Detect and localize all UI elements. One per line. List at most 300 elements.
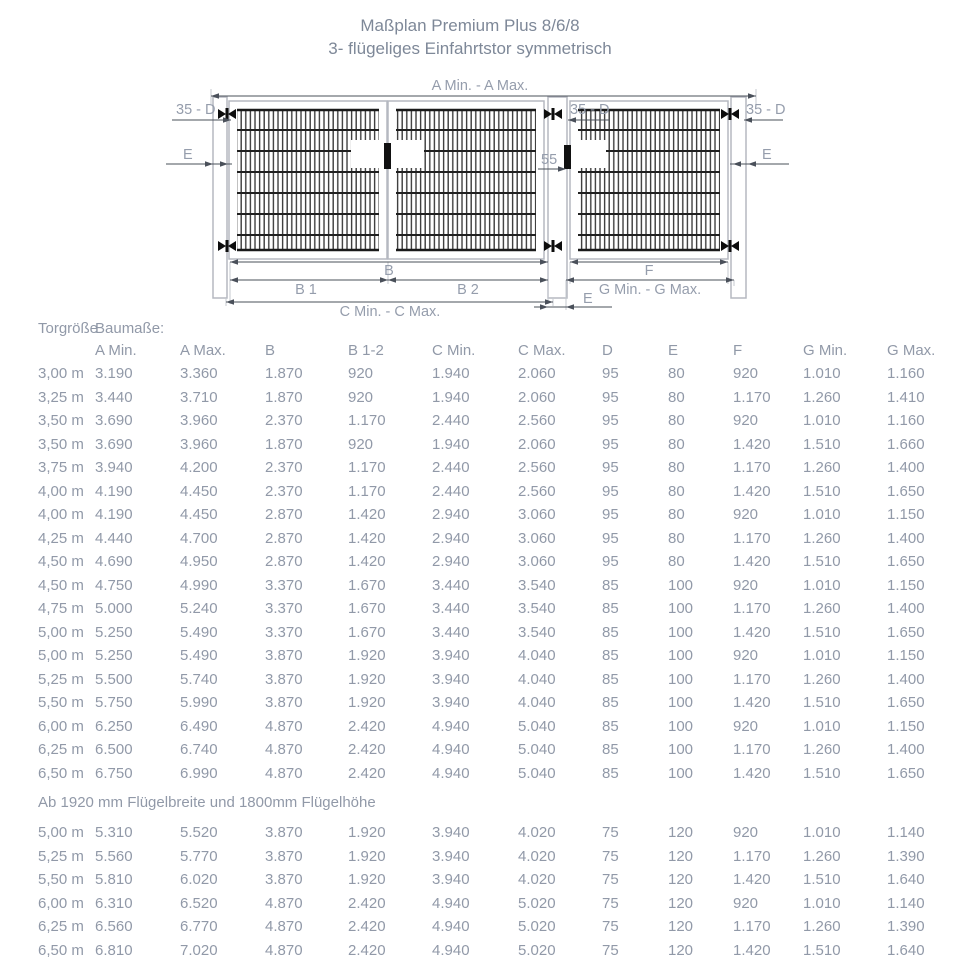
value-cell: 1.510: [803, 623, 841, 641]
value-cell: 1.650: [887, 623, 925, 641]
value-cell: 1.920: [348, 694, 386, 712]
dim-label-g: G Min. - G Max.: [598, 282, 702, 298]
value-cell: 3.870: [265, 871, 303, 889]
value-cell: 2.420: [348, 918, 386, 936]
table-note: Ab 1920 mm Flügelbreite und 1800mm Flügelhöhe: [38, 794, 376, 811]
value-cell: 1.420: [733, 553, 771, 571]
dim-label-d-right: 35 - D: [746, 102, 786, 118]
value-cell: 75: [602, 824, 619, 842]
value-cell: 80: [668, 553, 685, 571]
dim-label-b2: B 2: [457, 282, 479, 298]
dim-label-55: 55: [541, 152, 558, 168]
value-cell: 100: [668, 670, 694, 688]
value-cell: 1.420: [348, 529, 386, 547]
value-cell: 1.510: [803, 553, 841, 571]
value-cell: 920: [348, 388, 374, 406]
table-body-standard: [0, 362, 960, 785]
value-cell: 85: [602, 647, 619, 665]
value-cell: 3.870: [265, 670, 303, 688]
value-cell: 4.940: [432, 918, 470, 936]
value-cell: 1.420: [348, 506, 386, 524]
value-cell: 4.020: [518, 824, 556, 842]
value-cell: 1.420: [733, 871, 771, 889]
value-cell: 3.870: [265, 824, 303, 842]
value-cell: 1.510: [803, 435, 841, 453]
dim-label-d-mid: 35 - D: [570, 102, 610, 118]
value-cell: 1.920: [348, 647, 386, 665]
value-cell: 95: [602, 506, 619, 524]
value-cell: 5.250: [95, 647, 133, 665]
gate-size-cell: 3,00 m: [38, 365, 84, 383]
value-cell: 920: [348, 435, 374, 453]
value-cell: 95: [602, 365, 619, 383]
value-cell: 1.400: [887, 459, 925, 477]
value-cell: 2.420: [348, 894, 386, 912]
value-cell: 1.670: [348, 623, 386, 641]
value-cell: 4.870: [265, 717, 303, 735]
value-cell: 5.490: [180, 623, 218, 641]
gate-size-cell: 6,25 m: [38, 741, 84, 759]
dim-label-c: C Min. - C Max.: [339, 304, 441, 320]
gate-infill-grid: [237, 109, 720, 251]
gate-size-cell: 4,00 m: [38, 482, 84, 500]
value-cell: 95: [602, 435, 619, 453]
value-cell: 2.440: [432, 412, 470, 430]
value-cell: 5.000: [95, 600, 133, 618]
gate-size-cell: 6,00 m: [38, 717, 84, 735]
value-cell: 1.170: [733, 670, 771, 688]
value-cell: 1.420: [733, 482, 771, 500]
value-cell: 2.420: [348, 941, 386, 959]
value-cell: 85: [602, 600, 619, 618]
value-cell: 75: [602, 918, 619, 936]
value-cell: 3.940: [95, 459, 133, 477]
dim-label-e-left: E: [183, 147, 193, 163]
value-cell: 3.190: [95, 365, 133, 383]
value-cell: 1.510: [803, 871, 841, 889]
value-cell: 1.870: [265, 365, 303, 383]
value-cell: 100: [668, 600, 694, 618]
value-cell: 5.520: [180, 824, 218, 842]
value-cell: 1.010: [803, 717, 841, 735]
value-cell: 4.690: [95, 553, 133, 571]
value-cell: 80: [668, 482, 685, 500]
value-cell: 1.260: [803, 600, 841, 618]
value-cell: 4.040: [518, 670, 556, 688]
value-cell: 80: [668, 435, 685, 453]
value-cell: 6.560: [95, 918, 133, 936]
value-cell: 1.260: [803, 529, 841, 547]
value-cell: 1.920: [348, 871, 386, 889]
value-cell: 85: [602, 717, 619, 735]
column-header: C Max.: [518, 342, 566, 359]
value-cell: 4.940: [432, 894, 470, 912]
value-cell: 1.010: [803, 647, 841, 665]
value-cell: 3.440: [432, 576, 470, 594]
dim-label-b1: B 1: [295, 282, 317, 298]
value-cell: 4.870: [265, 764, 303, 782]
value-cell: 920: [348, 365, 374, 383]
gate-size-cell: 6,25 m: [38, 918, 84, 936]
gate-size-cell: 4,25 m: [38, 529, 84, 547]
value-cell: 4.940: [432, 717, 470, 735]
value-cell: 920: [733, 506, 759, 524]
value-cell: 2.440: [432, 459, 470, 477]
value-cell: 1.150: [887, 576, 925, 594]
gate-size-cell: 3,75 m: [38, 459, 84, 477]
value-cell: 2.870: [265, 529, 303, 547]
value-cell: 4.190: [95, 482, 133, 500]
value-cell: 920: [733, 365, 759, 383]
value-cell: 1.400: [887, 600, 925, 618]
column-header-spacer: [38, 340, 95, 362]
dim-label-e-bottom: E: [583, 291, 593, 307]
value-cell: 1.640: [887, 941, 925, 959]
value-cell: 5.810: [95, 871, 133, 889]
value-cell: 75: [602, 847, 619, 865]
value-cell: 1.010: [803, 576, 841, 594]
value-cell: 1.670: [348, 576, 386, 594]
value-cell: 80: [668, 459, 685, 477]
value-cell: 5.040: [518, 741, 556, 759]
value-cell: 80: [668, 506, 685, 524]
value-cell: 4.200: [180, 459, 218, 477]
value-cell: 5.990: [180, 694, 218, 712]
value-cell: 920: [733, 647, 759, 665]
value-cell: 4.940: [432, 764, 470, 782]
value-cell: 3.940: [432, 847, 470, 865]
value-cell: 5.750: [95, 694, 133, 712]
column-header: A Max.: [180, 342, 226, 359]
column-header: A Min.: [95, 342, 137, 359]
value-cell: 1.010: [803, 824, 841, 842]
value-cell: 6.490: [180, 717, 218, 735]
gate-size-cell: 5,50 m: [38, 871, 84, 889]
value-cell: 4.450: [180, 482, 218, 500]
value-cell: 2.940: [432, 506, 470, 524]
value-cell: 1.010: [803, 412, 841, 430]
value-cell: 6.770: [180, 918, 218, 936]
value-cell: 5.500: [95, 670, 133, 688]
value-cell: 6.520: [180, 894, 218, 912]
value-cell: 100: [668, 623, 694, 641]
value-cell: 1.010: [803, 894, 841, 912]
value-cell: 3.710: [180, 388, 218, 406]
value-cell: 920: [733, 717, 759, 735]
value-cell: 2.420: [348, 741, 386, 759]
value-cell: 4.870: [265, 894, 303, 912]
value-cell: 100: [668, 694, 694, 712]
value-cell: 4.990: [180, 576, 218, 594]
value-cell: 1.160: [887, 365, 925, 383]
value-cell: 3.940: [432, 824, 470, 842]
value-cell: 85: [602, 741, 619, 759]
value-cell: 1.390: [887, 847, 925, 865]
value-cell: 85: [602, 623, 619, 641]
value-cell: 120: [668, 824, 694, 842]
gate-size-cell: 6,50 m: [38, 941, 84, 959]
column-header: G Max.: [887, 342, 936, 359]
value-cell: 1.260: [803, 741, 841, 759]
value-cell: 2.940: [432, 553, 470, 571]
value-cell: 1.170: [733, 600, 771, 618]
value-cell: 6.990: [180, 764, 218, 782]
value-cell: 100: [668, 764, 694, 782]
value-cell: 1.650: [887, 764, 925, 782]
value-cell: 1.510: [803, 694, 841, 712]
gate-size-cell: 4,50 m: [38, 553, 84, 571]
value-cell: 4.750: [95, 576, 133, 594]
column-header: C Min.: [432, 342, 476, 359]
value-cell: 4.020: [518, 847, 556, 865]
value-cell: 2.420: [348, 764, 386, 782]
value-cell: 6.740: [180, 741, 218, 759]
value-cell: 3.060: [518, 553, 556, 571]
value-cell: 1.510: [803, 941, 841, 959]
value-cell: 1.010: [803, 365, 841, 383]
value-cell: 5.740: [180, 670, 218, 688]
value-cell: 4.940: [432, 941, 470, 959]
value-cell: 85: [602, 764, 619, 782]
page-subtitle: 3- flügeliges Einfahrtstor symmetrisch: [328, 39, 612, 58]
value-cell: 1.920: [348, 847, 386, 865]
value-cell: 4.020: [518, 871, 556, 889]
value-cell: 2.870: [265, 506, 303, 524]
column-header: B: [265, 342, 276, 359]
value-cell: 5.310: [95, 824, 133, 842]
value-cell: 6.750: [95, 764, 133, 782]
value-cell: 80: [668, 388, 685, 406]
value-cell: 5.250: [95, 623, 133, 641]
value-cell: 1.170: [733, 847, 771, 865]
value-cell: 1.420: [733, 694, 771, 712]
value-cell: 920: [733, 894, 759, 912]
gate-size-cell: 4,50 m: [38, 576, 84, 594]
value-cell: 3.060: [518, 529, 556, 547]
value-cell: 3.940: [432, 694, 470, 712]
value-cell: 1.940: [432, 365, 470, 383]
value-cell: 120: [668, 847, 694, 865]
value-cell: 3.690: [95, 412, 133, 430]
value-cell: 1.400: [887, 670, 925, 688]
value-cell: 3.060: [518, 506, 556, 524]
value-cell: 3.370: [265, 623, 303, 641]
value-cell: 1.140: [887, 824, 925, 842]
value-cell: 2.060: [518, 388, 556, 406]
value-cell: 1.920: [348, 824, 386, 842]
value-cell: 3.540: [518, 623, 556, 641]
value-cell: 1.510: [803, 764, 841, 782]
value-cell: 5.490: [180, 647, 218, 665]
value-cell: 1.260: [803, 847, 841, 865]
value-cell: 1.940: [432, 388, 470, 406]
value-cell: 1.170: [733, 529, 771, 547]
value-cell: 2.060: [518, 365, 556, 383]
value-cell: 1.420: [733, 623, 771, 641]
value-cell: 1.420: [348, 553, 386, 571]
value-cell: 1.150: [887, 506, 925, 524]
value-cell: 1.260: [803, 459, 841, 477]
value-cell: 95: [602, 482, 619, 500]
value-cell: 5.020: [518, 894, 556, 912]
table-header-row-1: [0, 318, 960, 340]
gate-size-cell: 6,00 m: [38, 894, 84, 912]
value-cell: 3.960: [180, 435, 218, 453]
value-cell: 1.670: [348, 600, 386, 618]
value-cell: 3.940: [432, 871, 470, 889]
value-cell: 3.690: [95, 435, 133, 453]
value-cell: 2.420: [348, 717, 386, 735]
value-cell: 3.870: [265, 647, 303, 665]
value-cell: 95: [602, 388, 619, 406]
value-cell: 100: [668, 647, 694, 665]
value-cell: 75: [602, 894, 619, 912]
value-cell: 3.870: [265, 847, 303, 865]
value-cell: 3.370: [265, 576, 303, 594]
value-cell: 5.770: [180, 847, 218, 865]
value-cell: 100: [668, 576, 694, 594]
value-cell: 1.170: [733, 918, 771, 936]
value-cell: 4.940: [432, 741, 470, 759]
value-cell: 4.440: [95, 529, 133, 547]
value-cell: 1.870: [265, 388, 303, 406]
value-cell: 1.420: [733, 435, 771, 453]
value-cell: 1.400: [887, 741, 925, 759]
value-cell: 6.310: [95, 894, 133, 912]
value-cell: 1.510: [803, 482, 841, 500]
value-cell: 2.870: [265, 553, 303, 571]
gate-size-cell: 5,00 m: [38, 824, 84, 842]
value-cell: 1.390: [887, 918, 925, 936]
value-cell: 920: [733, 412, 759, 430]
value-cell: 2.560: [518, 459, 556, 477]
value-cell: 1.170: [348, 412, 386, 430]
column-header: F: [733, 342, 743, 359]
gate-size-cell: 6,50 m: [38, 764, 84, 782]
value-cell: 2.940: [432, 529, 470, 547]
value-cell: 1.170: [733, 388, 771, 406]
gate-size-cell: 3,50 m: [38, 412, 84, 430]
value-cell: 1.170: [733, 741, 771, 759]
gate-technical-drawing: [0, 0, 960, 332]
value-cell: 5.020: [518, 941, 556, 959]
dim-label-f: F: [644, 263, 654, 279]
gate-size-cell: 5,25 m: [38, 670, 84, 688]
value-cell: 920: [733, 824, 759, 842]
value-cell: 4.040: [518, 647, 556, 665]
value-cell: 1.170: [733, 459, 771, 477]
page-title: Maßplan Premium Plus 8/6/8: [360, 16, 580, 35]
value-cell: 5.040: [518, 717, 556, 735]
dim-label-b: B: [384, 263, 394, 279]
gate-size-cell: 5,00 m: [38, 647, 84, 665]
value-cell: 920: [733, 576, 759, 594]
value-cell: 3.540: [518, 576, 556, 594]
gate-size-cell: 3,50 m: [38, 435, 84, 453]
value-cell: 1.170: [348, 482, 386, 500]
value-cell: 85: [602, 576, 619, 594]
column-header: B 1-2: [348, 342, 384, 359]
value-cell: 5.240: [180, 600, 218, 618]
value-cell: 120: [668, 894, 694, 912]
value-cell: 3.440: [432, 600, 470, 618]
value-cell: 1.400: [887, 529, 925, 547]
value-cell: 1.420: [733, 941, 771, 959]
gate-size-cell: 5,25 m: [38, 847, 84, 865]
value-cell: 2.560: [518, 412, 556, 430]
value-cell: 5.020: [518, 918, 556, 936]
value-cell: 3.940: [432, 670, 470, 688]
value-cell: 4.700: [180, 529, 218, 547]
value-cell: 1.410: [887, 388, 925, 406]
value-cell: 1.650: [887, 553, 925, 571]
value-cell: 95: [602, 553, 619, 571]
value-cell: 3.440: [95, 388, 133, 406]
value-cell: 4.190: [95, 506, 133, 524]
value-cell: 4.040: [518, 694, 556, 712]
value-cell: 3.940: [432, 647, 470, 665]
value-cell: 85: [602, 670, 619, 688]
value-cell: 100: [668, 717, 694, 735]
value-cell: 85: [602, 694, 619, 712]
value-cell: 2.060: [518, 435, 556, 453]
value-cell: 75: [602, 941, 619, 959]
value-cell: 1.940: [432, 435, 470, 453]
value-cell: 6.020: [180, 871, 218, 889]
value-cell: 100: [668, 741, 694, 759]
value-cell: 6.810: [95, 941, 133, 959]
value-cell: 4.870: [265, 941, 303, 959]
value-cell: 4.870: [265, 741, 303, 759]
column-header: E: [668, 342, 679, 359]
value-cell: 3.440: [432, 623, 470, 641]
value-cell: 1.150: [887, 717, 925, 735]
value-cell: 80: [668, 529, 685, 547]
value-cell: 95: [602, 412, 619, 430]
value-cell: 3.540: [518, 600, 556, 618]
value-cell: 2.370: [265, 482, 303, 500]
value-cell: 2.370: [265, 459, 303, 477]
value-cell: 1.650: [887, 482, 925, 500]
value-cell: 5.040: [518, 764, 556, 782]
value-cell: 1.640: [887, 871, 925, 889]
value-cell: 1.150: [887, 647, 925, 665]
gate-size-cell: 5,50 m: [38, 694, 84, 712]
value-cell: 1.420: [733, 764, 771, 782]
value-cell: 3.360: [180, 365, 218, 383]
value-cell: 4.870: [265, 918, 303, 936]
gate-size-cell: 3,25 m: [38, 388, 84, 406]
value-cell: 1.260: [803, 670, 841, 688]
value-cell: 2.440: [432, 482, 470, 500]
value-cell: 80: [668, 412, 685, 430]
value-cell: 95: [602, 529, 619, 547]
value-cell: 120: [668, 871, 694, 889]
value-cell: 3.960: [180, 412, 218, 430]
value-cell: 1.260: [803, 918, 841, 936]
dim-label-d-left: 35 - D: [176, 102, 216, 118]
value-cell: 1.010: [803, 506, 841, 524]
dimension-table: [0, 318, 960, 962]
column-group-baumasse: Baumaße:: [95, 320, 165, 337]
value-cell: 80: [668, 365, 685, 383]
column-header-torgroesse: Torgröße: [38, 320, 99, 337]
gate-size-cell: 4,00 m: [38, 506, 84, 524]
dim-label-a: A Min. - A Max.: [431, 78, 529, 94]
value-cell: 1.660: [887, 435, 925, 453]
gate-size-cell: 5,00 m: [38, 623, 84, 641]
value-cell: 1.920: [348, 670, 386, 688]
